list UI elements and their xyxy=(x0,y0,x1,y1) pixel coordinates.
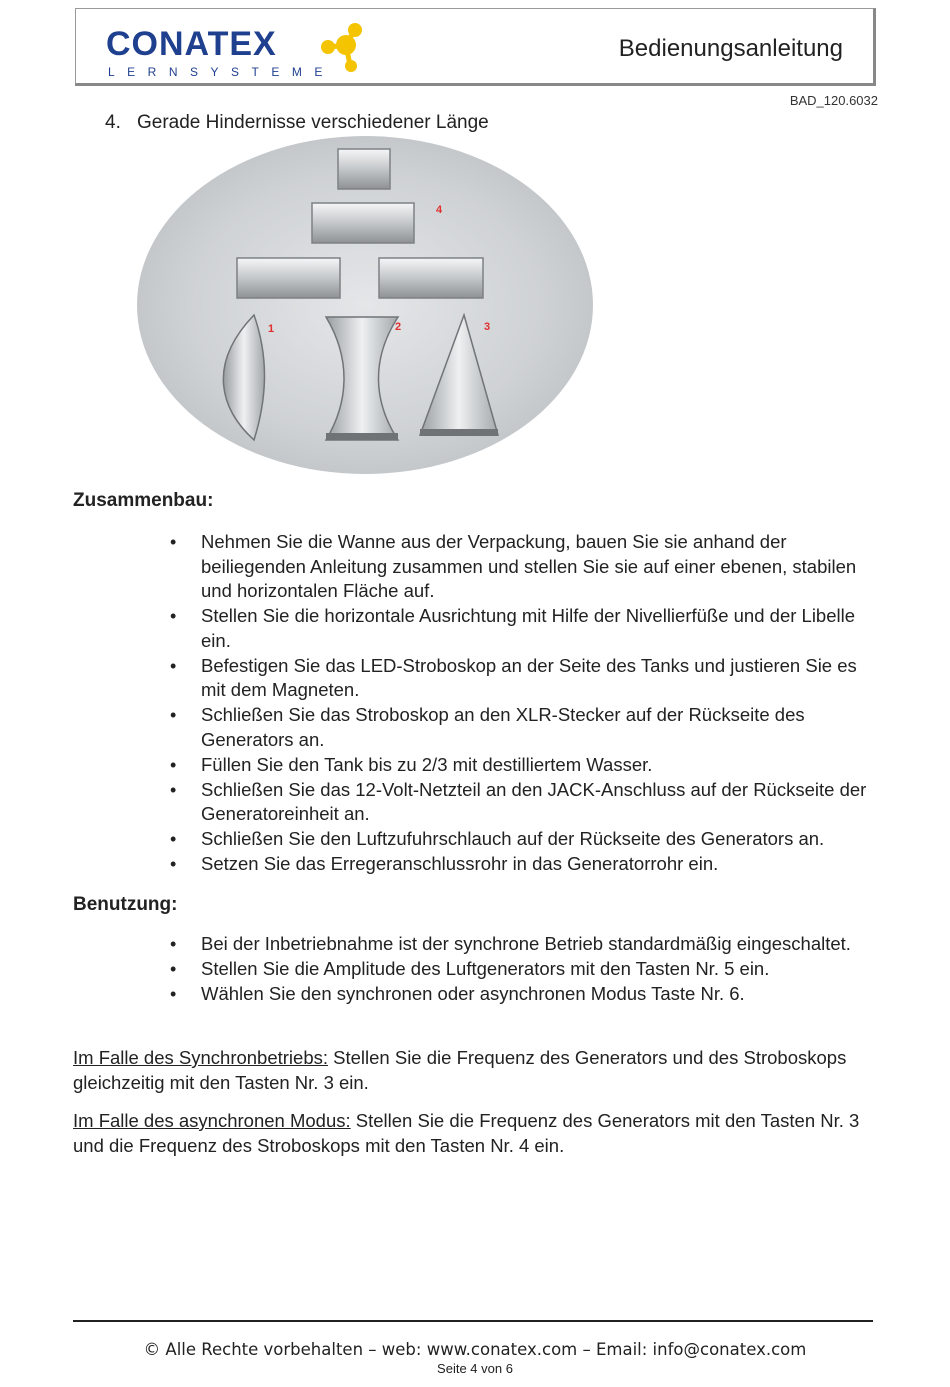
list-item: • Nehmen Sie die Wanne aus der Verpackung, bauen Sie sie anhand der beiliegenden Anleitung zusammen und stellen Sie sie auf einer ebenen, stabilen und horizontalen Fläche auf. xyxy=(160,530,880,604)
async-mode-paragraph xyxy=(73,1109,883,1158)
section-title: Gerade Hindernisse verschiedener Länge xyxy=(137,112,489,133)
header-title: Bedienungsanleitung xyxy=(618,35,843,62)
page-number: Seite 4 von 6 xyxy=(437,1361,513,1376)
list-item: • Schließen Sie das Stroboskop an den XLR-Stecker auf der Rückseite des Generators an. xyxy=(160,703,880,752)
sync-mode-text: Stellen Sie die Frequenz des Generators und des Stroboskops gleichzeitig mit den Tasten Nr. 3 ein. xyxy=(73,1047,847,1093)
list-item: • Setzen Sie das Erregeranschlussrohr in das Generatorrohr ein. xyxy=(160,852,880,877)
usage-heading: Benutzung: xyxy=(73,894,178,915)
logo-text: CONATEX xyxy=(106,25,277,63)
async-mode-label: Im Falle des asynchronen Modus: xyxy=(73,1110,351,1131)
list-item: • Bei der Inbetriebnahme ist der synchrone Betrieb standardmäßig eingeschaltet. xyxy=(160,932,880,957)
logo-subtitle: LERNSYSTEME xyxy=(108,65,335,79)
label-2: 2 xyxy=(395,321,402,333)
obstacles-photo xyxy=(136,135,594,475)
list-item: • Füllen Sie den Tank bis zu 2/3 mit destilliertem Wasser. xyxy=(160,753,880,778)
footer-rights: © Alle Rechte vorbehalten – web: www.conatex.com – Email: info@conatex.com xyxy=(143,1340,807,1359)
list-item: • Wählen Sie den synchronen oder asynchronen Modus Taste Nr. 6. xyxy=(160,982,880,1007)
molecule-icon xyxy=(316,21,376,79)
label-4: 4 xyxy=(436,204,443,216)
list-item: • Stellen Sie die Amplitude des Luftgenerators mit den Tasten Nr. 5 ein. xyxy=(160,957,880,982)
usage-list xyxy=(160,932,880,1007)
sync-mode-label: Im Falle des Synchronbetriebs: xyxy=(73,1047,329,1068)
section-number: 4. xyxy=(105,112,121,133)
label-1: 1 xyxy=(268,323,275,335)
conatex-logo xyxy=(106,19,376,81)
assembly-heading: Zusammenbau: xyxy=(73,490,214,511)
sync-mode-paragraph xyxy=(73,1046,883,1095)
assembly-list xyxy=(160,530,880,877)
section-heading xyxy=(105,112,489,134)
list-item: • Schließen Sie den Luftzufuhrschlauch auf der Rückseite des Generators an. xyxy=(160,827,880,852)
page-header xyxy=(75,8,876,86)
label-3: 3 xyxy=(484,321,491,333)
list-item: • Stellen Sie die horizontale Ausrichtung mit Hilfe der Nivellierfüße und der Libelle ein. xyxy=(160,604,880,653)
list-item: • Schließen Sie das 12-Volt-Netzteil an den JACK-Anschluss auf der Rückseite der Generatoreinheit an. xyxy=(160,778,880,827)
list-item: • Befestigen Sie das LED-Stroboskop an der Seite des Tanks und justieren Sie es mit dem Magneten. xyxy=(160,654,880,703)
footer-divider xyxy=(73,1320,873,1322)
async-mode-text: Stellen Sie die Frequenz des Generators mit den Tasten Nr. 3 und die Frequenz des Stroboskops mit den Tasten Nr. 4 ein. xyxy=(73,1110,860,1156)
document-code: BAD_120.6032 xyxy=(789,93,878,108)
